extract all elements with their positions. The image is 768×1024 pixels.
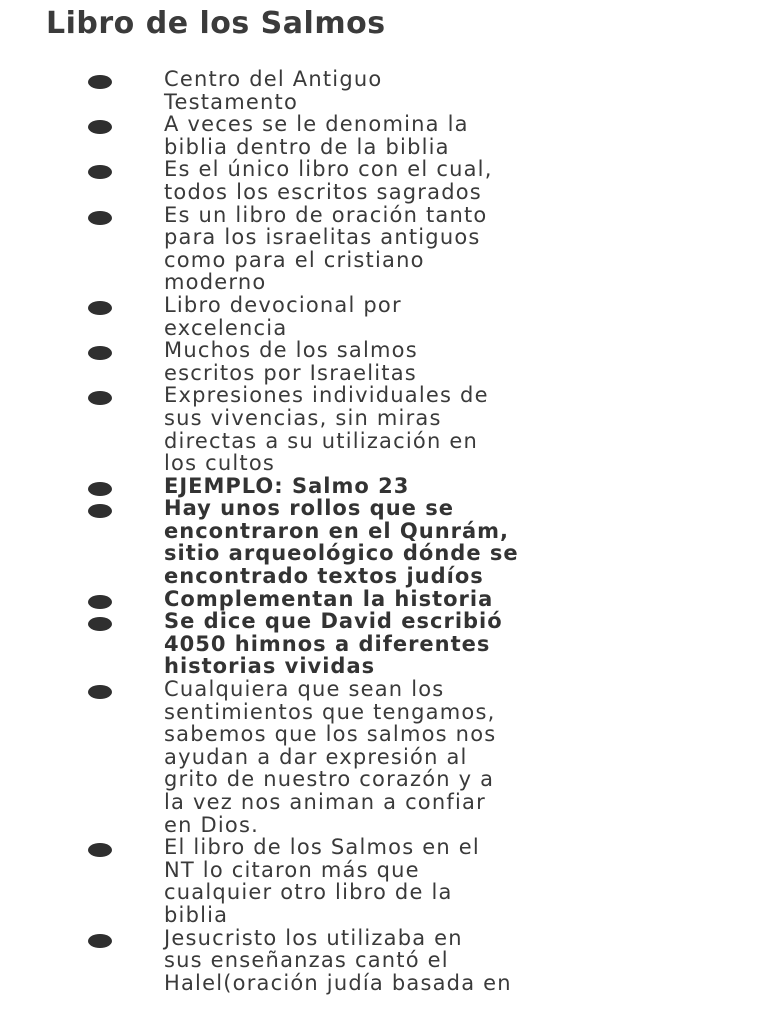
bullet-icon	[88, 301, 112, 315]
list-item-text: Jesucristo los utilizaba en sus enseñanzas cantó el Halel(oración judía basada en	[164, 925, 512, 995]
list-item	[0, 678, 768, 836]
list-item	[0, 294, 768, 339]
list-item	[0, 158, 768, 203]
list-item-text: EJEMPLO: Salmo 23	[164, 473, 410, 498]
list-item-text: Expresiones individuales de sus vivencias, sin miras directas a su utilización en los cultos	[164, 383, 489, 476]
list-item	[0, 384, 768, 474]
list-item	[0, 610, 768, 678]
list-item	[0, 68, 768, 113]
bullet-icon	[88, 843, 112, 857]
bullet-icon	[88, 165, 112, 179]
list-item-text: Centro del Antiguo Testamento	[164, 67, 383, 114]
bullet-icon	[88, 934, 112, 948]
bullet-icon	[88, 617, 112, 631]
list-item	[0, 588, 768, 611]
list-item-text: A veces se le denomina la biblia dentro de la biblia	[164, 112, 469, 159]
bullet-icon	[88, 685, 112, 699]
list-item-text: Hay unos rollos que se encontraron en el Qunrám, sitio arqueológico dónde se encontrado textos judíos	[164, 496, 519, 589]
bullet-icon	[88, 391, 112, 405]
list-item	[0, 339, 768, 384]
list-item	[0, 836, 768, 926]
list-item	[0, 113, 768, 158]
list-item	[0, 927, 768, 995]
bullet-icon	[88, 346, 112, 360]
bullet-icon	[88, 75, 112, 89]
bullet-icon	[88, 120, 112, 134]
list-item-text: Complementan la historia	[164, 586, 494, 611]
list-item	[0, 497, 768, 587]
list-item-text: El libro de los Salmos en el NT lo citaron más que cualquier otro libro de la biblia	[164, 835, 480, 927]
bullet-icon	[88, 595, 112, 609]
bullet-icon	[88, 504, 112, 518]
page-title: Libro de los Salmos	[46, 6, 386, 41]
bullet-icon	[88, 211, 112, 225]
list-item-text: Es un libro de oración tanto para los israelitas antiguos como para el cristiano moderno	[164, 202, 488, 295]
list-item-text: Se dice que David escribió 4050 himnos a diferentes historias vividas	[164, 609, 503, 679]
list-item-text: Es el único libro con el cual, todos los escritos sagrados	[164, 157, 493, 204]
list-item	[0, 204, 768, 294]
list-item-text: Cualquiera que sean los sentimientos que tengamos, sabemos que los salmos nos ayudan a dar expresión al grito de nuestro corazón y a la vez nos animan a confiar en Dios.	[164, 677, 497, 837]
list-item-text: Muchos de los salmos escritos por Israelitas	[164, 338, 418, 385]
bullet-list	[0, 68, 768, 994]
bullet-icon	[88, 482, 112, 496]
list-item-text: Libro devocional por excelencia	[164, 292, 402, 340]
list-item	[0, 475, 768, 498]
